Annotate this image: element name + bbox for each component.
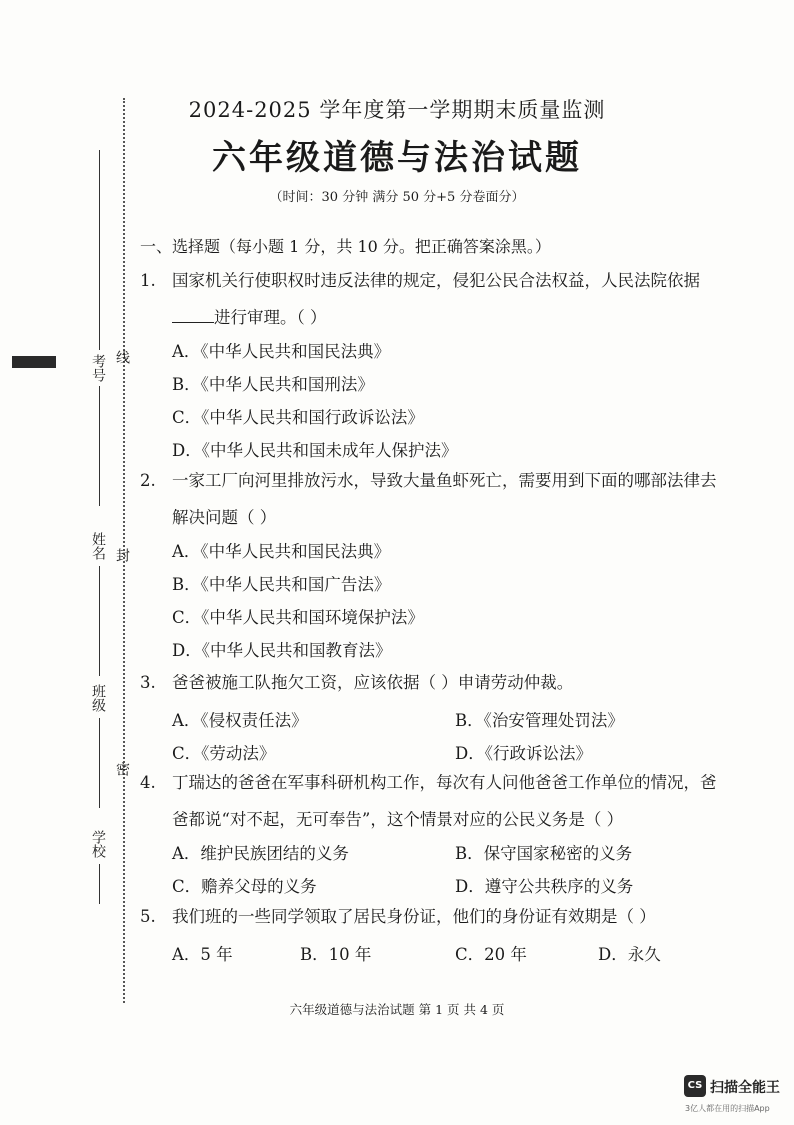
exam-term-title: 2024-2025 学年度第一学期期末质量监测 — [188, 98, 606, 122]
option-b: B．《中华人民共和国广告法》 — [172, 575, 391, 594]
question-text: 一家工厂向河里排放污水，导致大量鱼虾死亡，需要用到下面的哪部法律去 — [172, 471, 717, 490]
exam-time-info: （时间：30 分钟 满分 50 分+5 分卷面分） — [269, 190, 525, 205]
school-line — [99, 864, 100, 904]
option-d: D．永久 — [598, 945, 661, 964]
option-c: C．《中华人民共和国行政诉讼法》 — [172, 408, 424, 427]
question-4 — [140, 772, 717, 794]
question-1 — [140, 270, 700, 292]
option-d: D．遵守公共秩序的义务 — [455, 877, 634, 896]
class-label: 班级 — [90, 684, 106, 712]
option-d: D．《中华人民共和国未成年人保护法》 — [172, 441, 458, 460]
section-heading: 一、选择题（每小题 1 分，共 10 分。把正确答案涂黑。） — [140, 237, 551, 256]
option-c: C．《中华人民共和国环境保护法》 — [172, 608, 424, 627]
option-a: A．《侵权责任法》 — [172, 711, 308, 730]
option-a: A．《中华人民共和国民法典》 — [172, 542, 391, 561]
option-a: A．维护民族团结的义务 — [172, 844, 349, 863]
exam-number-line — [99, 150, 100, 350]
school-label: 学校 — [90, 830, 106, 858]
question-4-continued: 爸都说“对不起，无可奉告”，这个情景对应的公民义务是（ ） — [172, 810, 624, 829]
option-a: A．《中华人民共和国民法典》 — [172, 342, 391, 361]
page-footer: 六年级道德与法治试题 第 1 页 共 4 页 — [289, 1002, 505, 1017]
exam-subject-title: 六年级道德与法治试题 — [212, 138, 582, 178]
class-line — [99, 718, 100, 808]
option-a: A．5 年 — [172, 945, 233, 964]
camscanner-logo-icon: CS — [684, 1075, 706, 1097]
question-2 — [140, 470, 717, 492]
question-text: 爸爸被施工队拖欠工资，应该依据（ ）申请劳动仲裁。 — [172, 673, 574, 692]
question-number: 2. — [140, 471, 156, 490]
option-c: C．《劳动法》 — [172, 744, 276, 763]
option-b: B．保守国家秘密的义务 — [455, 844, 633, 863]
question-2-continued: 解决问题（ ） — [172, 508, 277, 527]
name-line — [99, 566, 100, 676]
question-text: 丁瑞达的爸爸在军事科研机构工作，每次有人问他爸爸工作单位的情况，爸 — [172, 773, 717, 792]
question-1-continued — [172, 304, 327, 328]
binding-seal-char: 封 — [114, 548, 130, 562]
question-text: 我们班的一些同学领取了居民身份证，他们的身份证有效期是（ ） — [172, 907, 656, 926]
option-b: B．《治安管理处罚法》 — [455, 711, 624, 730]
question-3 — [140, 672, 573, 694]
option-b: B．《中华人民共和国刑法》 — [172, 375, 374, 394]
binding-mark — [12, 356, 56, 368]
name-label: 姓名 — [90, 532, 106, 560]
question-number: 1. — [140, 271, 156, 290]
camscanner-tagline: 3亿人都在用的扫描App — [685, 1104, 770, 1113]
fill-blank — [172, 308, 214, 323]
question-text: 国家机关行使职权时违反法律的规定，侵犯公民合法权益，人民法院依据 — [172, 271, 700, 290]
option-c: C．赡养父母的义务 — [172, 877, 317, 896]
question-number: 3. — [140, 673, 156, 692]
binding-secret-char: 密 — [114, 762, 130, 776]
exam-number-line-lower — [99, 386, 100, 506]
question-number: 4. — [140, 773, 156, 792]
exam-number-label: 考号 — [90, 354, 106, 382]
camscanner-name: 扫描全能王 — [710, 1080, 780, 1096]
question-5 — [140, 906, 656, 928]
option-d: D．《中华人民共和国教育法》 — [172, 641, 392, 660]
question-text: 进行审理。（ ） — [214, 308, 327, 327]
option-b: B．10 年 — [300, 945, 372, 964]
option-c: C．20 年 — [455, 945, 527, 964]
binding-line-char: 线 — [114, 350, 130, 364]
question-number: 5. — [140, 907, 156, 926]
option-d: D．《行政诉讼法》 — [455, 744, 592, 763]
